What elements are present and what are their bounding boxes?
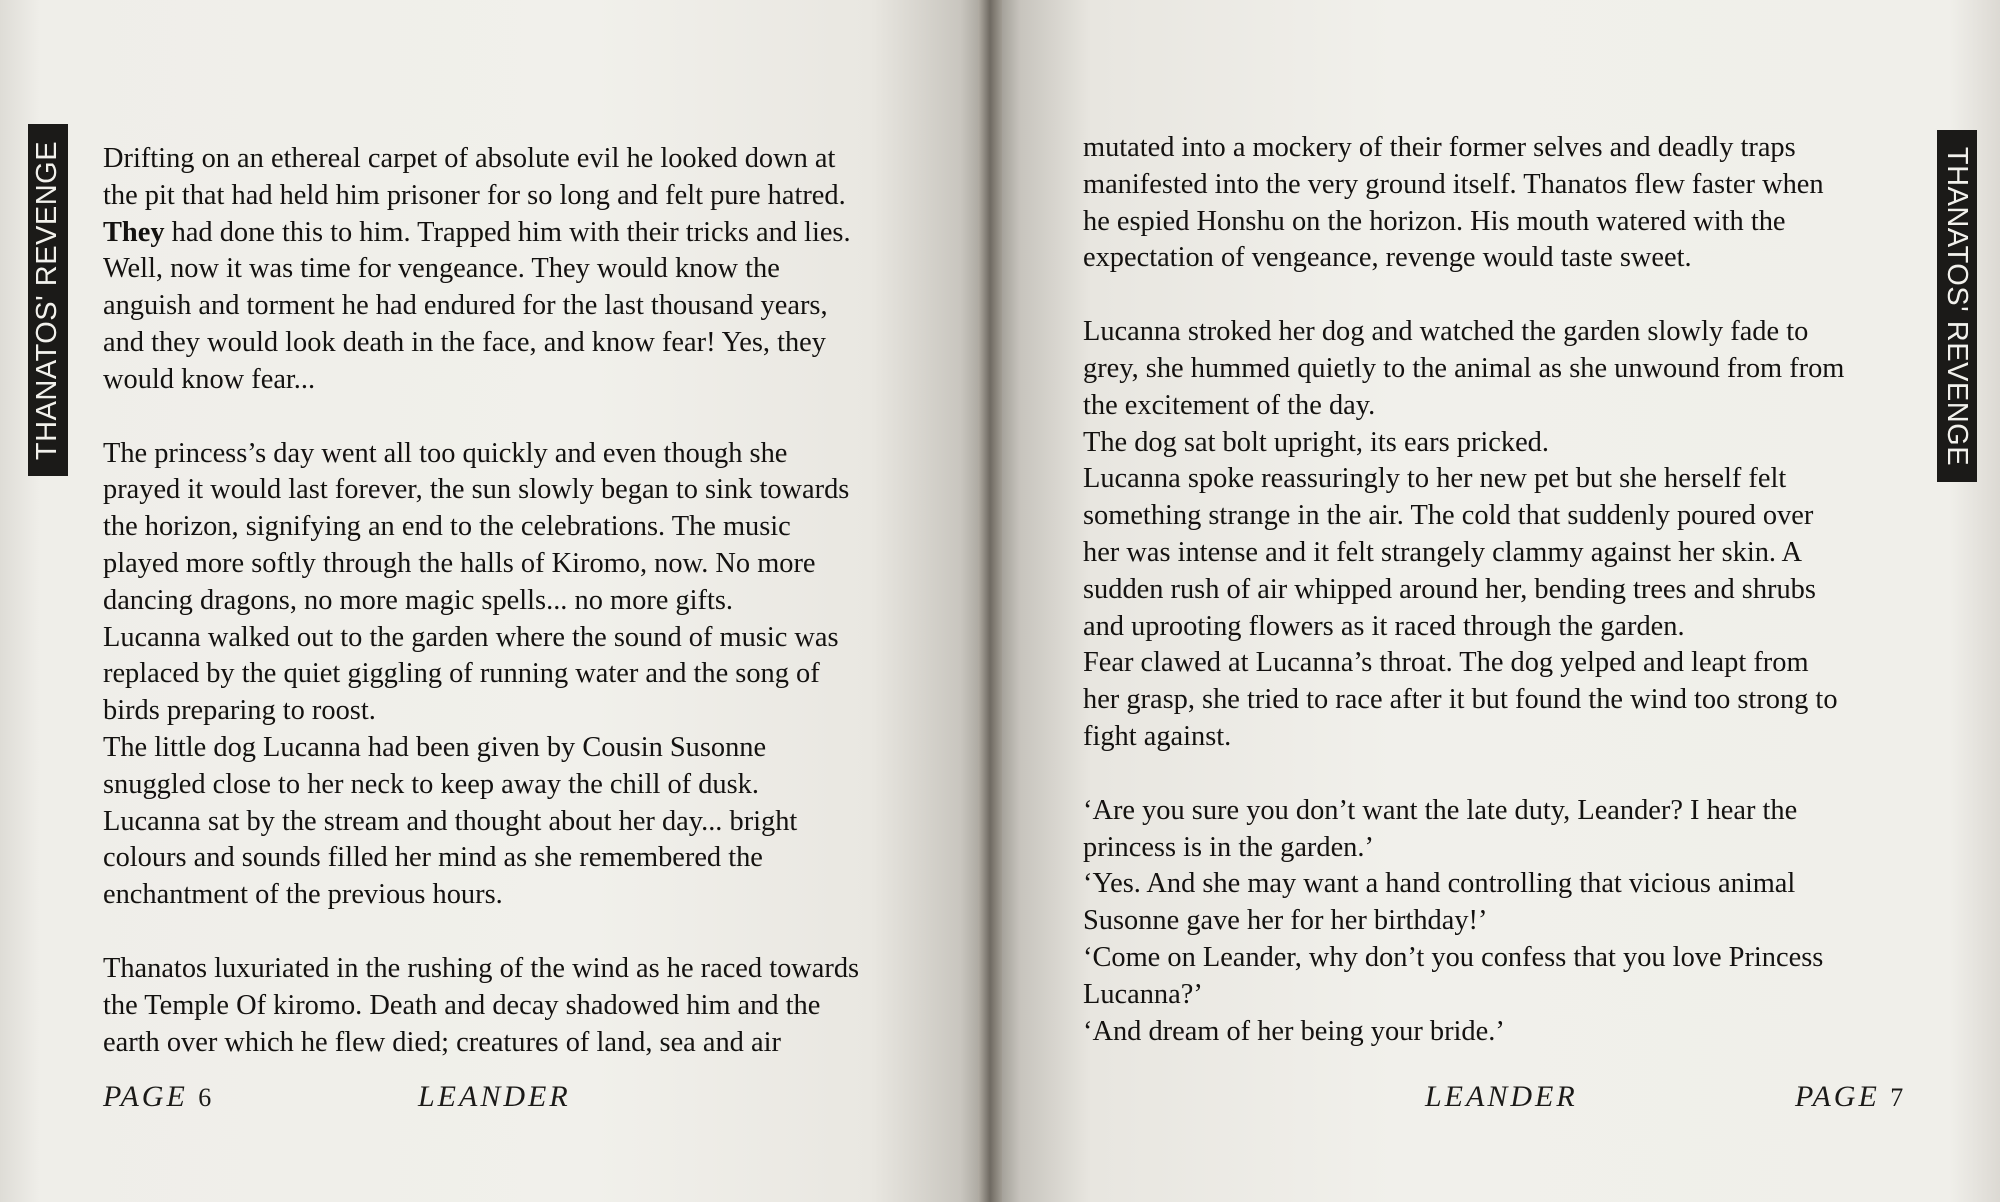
page-number-footer bbox=[1795, 1080, 1903, 1114]
text-line: snuggled close to her neck to keep away the chill of dusk. bbox=[103, 768, 759, 800]
text-line: ‘Yes. And she may want a hand controlling that vicious animal bbox=[1083, 868, 1796, 900]
text-line: played more softly through the halls of Kiromo, now. No more bbox=[103, 547, 816, 579]
text-line: enchantment of the previous hours. bbox=[103, 879, 503, 911]
text-line: manifested into the very ground itself. Thanatos flew faster when bbox=[1083, 168, 1824, 200]
text-line: The little dog Lucanna had been given by Cousin Susonne bbox=[103, 731, 767, 763]
book-gutter bbox=[978, 0, 1002, 1202]
text-line: mutated into a mockery of their former selves and deadly traps bbox=[1083, 132, 1796, 163]
footer-title bbox=[1425, 1080, 1578, 1114]
right-page-body bbox=[1083, 130, 1943, 1087]
paragraph bbox=[1083, 130, 1943, 277]
running-title-tab bbox=[1937, 130, 1977, 482]
text-line: Lucanna spoke reassuringly to her new pet but she herself felt bbox=[1083, 463, 1787, 495]
text-line: and uprooting flowers as it raced through the garden. bbox=[1083, 610, 1685, 642]
page-label: PAGE bbox=[103, 1080, 188, 1113]
text-line: ‘And dream of her being your bride.’ bbox=[1083, 1015, 1505, 1047]
text-line: ‘Come on Leander, why don’t you confess that you love Princess bbox=[1083, 941, 1824, 973]
text-line: Lucanna?’ bbox=[1083, 978, 1203, 1010]
text-line: the horizon, signifying an end to the celebrations. The music bbox=[103, 511, 791, 543]
text-line: earth over which he flew died; creatures of land, sea and air bbox=[103, 1026, 781, 1058]
text-line bbox=[103, 215, 933, 252]
text-line: Thanatos luxuriated in the rushing of the wind as he raced towards bbox=[103, 952, 860, 984]
text-line: princess is in the garden.’ bbox=[1083, 831, 1374, 863]
footer-title-text: LEANDER bbox=[418, 1080, 571, 1113]
text-line: grey, she hummed quietly to the animal as she unwound from from bbox=[1083, 352, 1845, 384]
text-line: her grasp, she tried to race after it but found the wind too strong to bbox=[1083, 684, 1838, 716]
text-line: replaced by the quiet giggling of running water and the song of bbox=[103, 658, 820, 690]
text-line: fight against. bbox=[1083, 720, 1232, 752]
running-title-tab bbox=[28, 124, 68, 476]
text-line: he espied Honshu on the horizon. His mouth watered with the bbox=[1083, 205, 1786, 237]
paragraph bbox=[103, 951, 933, 1061]
text-line: Lucanna sat by the stream and thought about her day... bright bbox=[103, 805, 798, 837]
page-number: 6 bbox=[198, 1083, 212, 1112]
text-line: anguish and torment he had endured for the last thousand years, bbox=[103, 290, 828, 322]
text-line: sudden rush of air whipped around her, bending trees and shrubs bbox=[1083, 573, 1816, 605]
text-line: the excitement of the day. bbox=[1083, 389, 1376, 421]
left-page-body bbox=[103, 141, 933, 1098]
text-line: birds preparing to roost. bbox=[103, 695, 376, 727]
text-run: had done this to him. Trapped him with their tricks and lies. bbox=[164, 216, 851, 248]
paragraph bbox=[1083, 314, 1943, 756]
emphasis-word: They bbox=[103, 216, 165, 248]
left-page bbox=[0, 0, 990, 1202]
text-line: the pit that had held him prisoner for so long and felt pure hatred. bbox=[103, 179, 846, 211]
running-title: THANATOS' REVENGE bbox=[1941, 146, 1974, 466]
text-line: her was intense and it felt strangely clammy against her skin. A bbox=[1083, 536, 1803, 568]
right-page bbox=[990, 0, 2000, 1202]
paragraph bbox=[1083, 793, 1943, 1051]
text-line: dancing dragons, no more magic spells... no more gifts. bbox=[103, 584, 733, 616]
text-line: and they would look death in the face, and know fear! Yes, they bbox=[103, 326, 826, 358]
page-number: 7 bbox=[1890, 1083, 1904, 1112]
text-line: prayed it would last forever, the sun slowly began to sink towards bbox=[103, 474, 850, 506]
text-line: Drifting on an ethereal carpet of absolute evil he looked down at bbox=[103, 143, 836, 174]
page-label: PAGE bbox=[1795, 1080, 1880, 1113]
paragraph bbox=[103, 436, 933, 914]
running-title: THANATOS' REVENGE bbox=[31, 140, 64, 460]
text-line: Susonne gave her for her birthday!’ bbox=[1083, 905, 1488, 937]
text-line: expectation of vengeance, revenge would taste sweet. bbox=[1083, 242, 1692, 274]
text-line: Well, now it was time for vengeance. They would know the bbox=[103, 253, 780, 285]
footer-title-text: LEANDER bbox=[1425, 1080, 1578, 1113]
text-line: the Temple Of kiromo. Death and decay shadowed him and the bbox=[103, 989, 821, 1021]
text-line: Fear clawed at Lucanna’s throat. The dog yelped and leapt from bbox=[1083, 647, 1809, 679]
text-line: Lucanna walked out to the garden where the sound of music was bbox=[103, 621, 839, 653]
text-line: colours and sounds filled her mind as she remembered the bbox=[103, 842, 763, 874]
paragraph bbox=[103, 141, 933, 399]
text-line: something strange in the air. The cold that suddenly poured over bbox=[1083, 500, 1814, 532]
text-line: Lucanna stroked her dog and watched the garden slowly fade to bbox=[1083, 316, 1809, 348]
text-line: ‘Are you sure you don’t want the late duty, Leander? I hear the bbox=[1083, 794, 1798, 826]
page-number-footer bbox=[103, 1080, 211, 1114]
text-line: The princess’s day went all too quickly and even though she bbox=[103, 437, 788, 469]
text-line: The dog sat bolt upright, its ears pricked. bbox=[1083, 426, 1549, 458]
footer-title bbox=[418, 1080, 571, 1114]
text-line: would know fear... bbox=[103, 363, 316, 395]
